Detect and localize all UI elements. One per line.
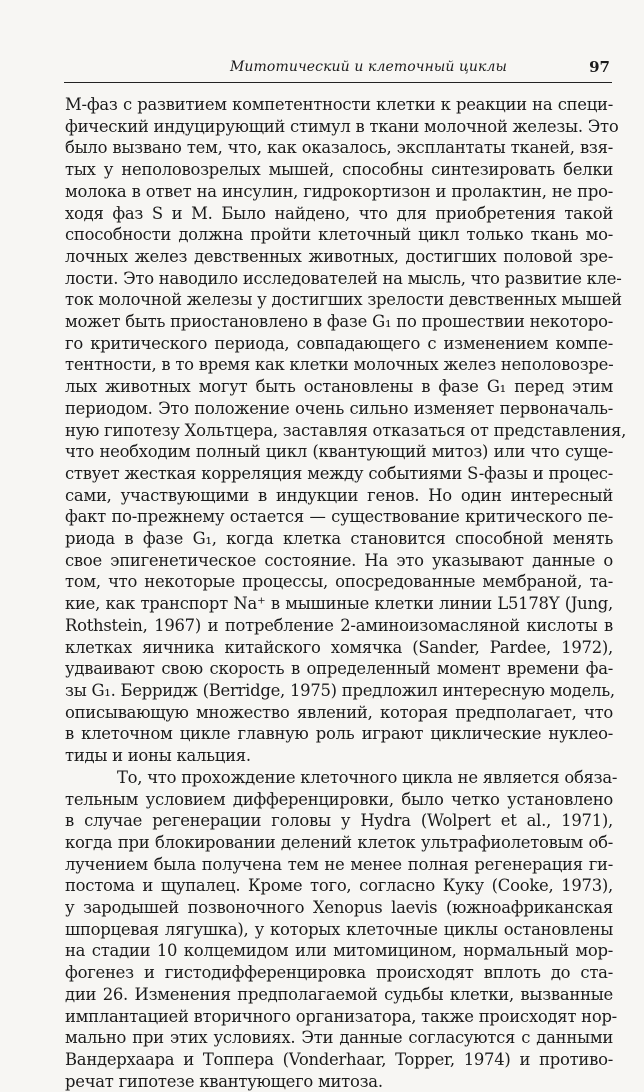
text-line: фический индуцирующий стимул в ткани молочной железы. Это (65, 116, 619, 136)
text-line: было вызвано тем, что, как оказалось, эксплантаты тканей, взя- (65, 138, 613, 158)
text-line: лых животных могут быть остановлены в фазе G₁ перед этим (65, 377, 613, 397)
text-line: на стадии 10 колцемидом или митомицином, нормальный мор- (65, 941, 613, 961)
text-line: в клеточном цикле главную роль играют циклические нуклео- (65, 724, 613, 744)
text-line: тиды и ионы кальция. (65, 746, 251, 766)
text-line: кие, как транспорт Na⁺ в мышиные клетки линии L5178Y (Jung, (65, 594, 613, 614)
text-line: свое эпигенетическое состояние. На это указывают данные о (65, 550, 613, 570)
text-line: лучением была получена тем не менее полная регенерация ги- (65, 854, 613, 874)
text-line: у зародышей позвоночного Xenopus laevis (южноафриканская (65, 898, 613, 918)
text-line: в случае регенерации головы у Hydra (Wolpert et al., 1971), (65, 811, 613, 831)
text-line: описывающую множество явлений, которая предполагает, что (65, 702, 613, 722)
text-line: факт по-прежнему остается — существование критического пе- (65, 507, 613, 527)
text-line: риода в фазе G₁, когда клетка становится способной менять (65, 529, 613, 549)
text-line: фогенез и гистодифференцировка происходят вплоть до ста- (65, 963, 613, 983)
text-line: Rothstein, 1967) и потребление 2-аминоизомасляной кислоты в (65, 615, 613, 635)
text-line: клетках яичника китайского хомячка (Sander, Pardee, 1972), (65, 637, 613, 657)
text-line: речат гипотезе квантующего митоза. (65, 1071, 383, 1091)
running-header (64, 52, 612, 83)
text-line: тентности, в то время как клетки молочных желез неполовозре- (65, 355, 614, 375)
text-line: периодом. Это положение очень сильно изменяет первоначаль- (65, 398, 613, 418)
text-line: имплантацией вторичного организатора, также происходят нор- (65, 1006, 617, 1026)
text-line: когда при блокировании делений клеток ультрафиолетовым об- (65, 832, 613, 852)
running-title: Митотический и клеточный циклы (230, 59, 508, 75)
text-line: То, что прохождение клеточного цикла не является обяза- (117, 767, 618, 787)
text-line: лочных желез девственных животных, достигших половой зре- (65, 246, 613, 266)
text-line: ную гипотезу Хольтцера, заставляя отказаться от представления, (65, 420, 627, 440)
page-number: 97 (589, 58, 610, 76)
text-line: том, что некоторые процессы, опосредованные мембраной, та- (65, 572, 613, 592)
text-line: го критического периода, совпадающего с изменением компе- (65, 333, 613, 353)
text-line: молока в ответ на инсулин, гидрокортизон и пролактин, не про- (65, 181, 613, 201)
text-line: ствует жесткая корреляция между событиями S-фазы и процес- (65, 463, 613, 483)
text-line: М-фаз с развитием компетентности клетки к реакции на специ- (65, 95, 613, 114)
text-line: тых у неполовозрелых мышей, способны синтезировать белки (65, 160, 613, 180)
text-line: зы G₁. Берридж (Berridge, 1975) предложил интересную модель, (65, 680, 615, 700)
text-line: что необходим полный цикл (квантующий митоз) или что суще- (65, 442, 613, 462)
paragraph (65, 767, 618, 1092)
text-line: может быть приостановлено в фазе G₁ по прошествии некоторо- (65, 312, 613, 332)
text-line: удваивают свою скорость в определенный момент времени фа- (65, 659, 613, 679)
text-line: тельным условием дифференцировки, было четко установлено (65, 789, 613, 809)
body-text (65, 94, 627, 1092)
text-line: шпорцевая лягушка), у которых клеточные циклы остановлены (65, 919, 613, 939)
text-line: постома и щупалец. Кроме того, согласно Куку (Cooke, 1973), (65, 876, 613, 896)
paragraph (65, 94, 627, 767)
text-line: дии 26. Изменения предполагаемой судьбы клетки, вызванные (65, 984, 613, 1004)
text-line: лости. Это наводило исследователей на мысль, что развитие кле- (65, 268, 622, 288)
text-line: Вандерхаара и Топпера (Vonderhaar, Topper, 1974) и противо- (65, 1049, 613, 1069)
text-line: сами, участвующими в индукции генов. Но один интересный (65, 485, 613, 505)
text-line: ток молочной железы у достигших зрелости девственных мышей (65, 290, 622, 310)
text-line: ходя фаз S и M. Было найдено, что для приобретения такой (65, 203, 613, 223)
text-line: мально при этих условиях. Эти данные согласуются с данными (65, 1028, 613, 1048)
text-line: способности должна пройти клеточный цикл только ткань мо- (65, 225, 613, 245)
